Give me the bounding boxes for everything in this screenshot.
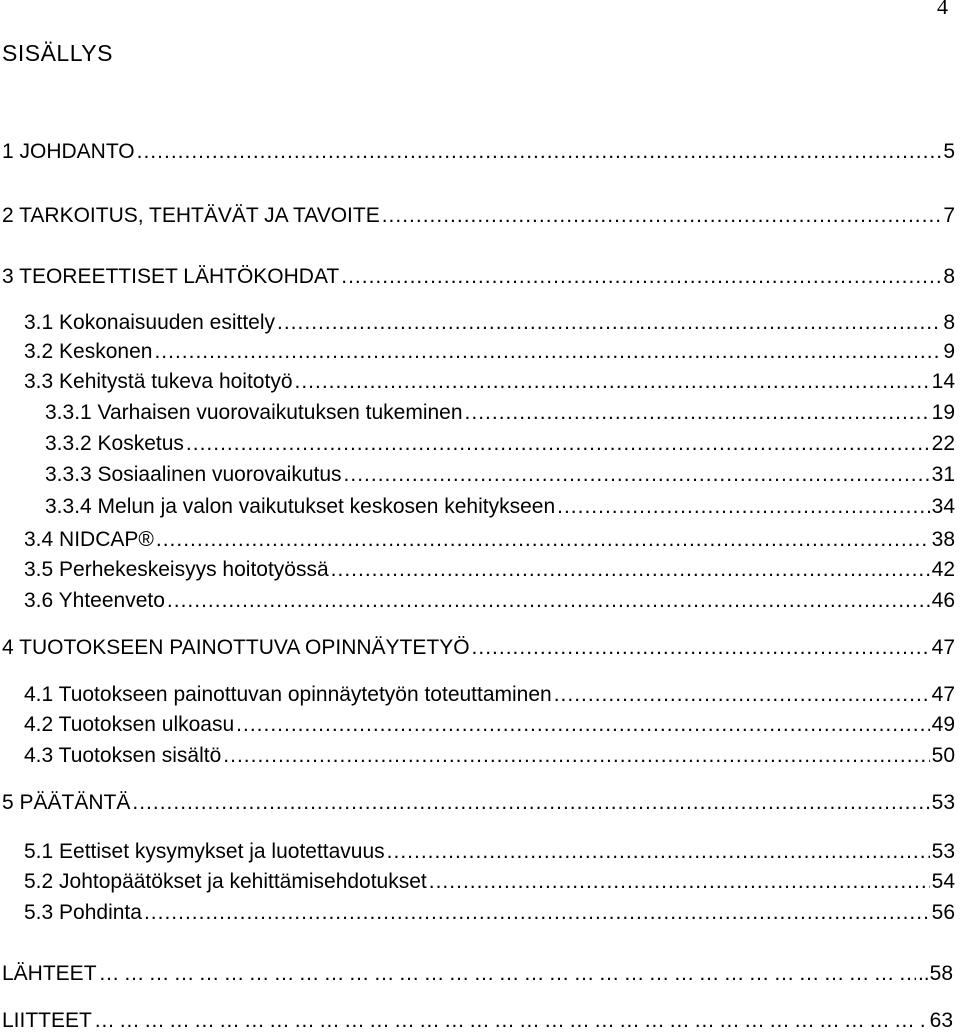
toc-entry[interactable] (24, 900, 955, 926)
toc-entry-label: 4.1 Tuotokseen painottuvan opinnäytetyön toteuttaminen (24, 683, 552, 706)
toc-entry-label: 3.3.4 Melun ja valon vaikutukset keskosen kehitykseen (45, 495, 556, 518)
dot-leader (341, 264, 941, 290)
toc-entry[interactable] (45, 431, 955, 457)
toc-entry-page: 50 (931, 744, 955, 767)
dot-leader (295, 369, 930, 395)
toc-entry-label: 3.5 Perhekeskeisyys hoitotyössä (24, 558, 329, 581)
toc-entry-page: 53 (931, 791, 955, 814)
toc-entry-label: 3.2 Keskonen (24, 340, 153, 363)
toc-entry-page: 56 (931, 901, 955, 924)
toc-entry[interactable] (45, 400, 955, 426)
toc-entry-label: 3.3 Kehitystä tukeva hoitotyö (24, 370, 293, 393)
toc-entry-page: 8 (943, 265, 955, 288)
toc-entry[interactable] (24, 310, 955, 336)
toc-entry-label: 3.1 Kokonaisuuden esittely (24, 311, 276, 334)
toc-entry[interactable] (2, 1008, 953, 1034)
dot-leader (167, 588, 930, 614)
toc-entry-page: 54 (931, 870, 955, 893)
page-number: 4 (937, 0, 948, 19)
dot-leader (382, 203, 942, 229)
dot-leader (236, 712, 929, 738)
dot-leader (557, 494, 930, 520)
dot-leader (132, 790, 929, 816)
ellipsis-leader (94, 1008, 928, 1034)
toc-entry-page: 53 (931, 840, 955, 863)
toc-entry-page: 47 (931, 683, 955, 706)
toc-entry-label: 3.6 Yhteenveto (24, 589, 165, 612)
toc-entry-label: 4.2 Tuotoksen ulkoasu (24, 713, 235, 736)
toc-entry[interactable] (24, 588, 955, 614)
toc-entry[interactable] (2, 203, 955, 229)
dot-leader (465, 400, 930, 426)
dot-leader (472, 635, 930, 661)
ellipsis-leader (99, 961, 916, 987)
dot-leader (154, 339, 941, 365)
toc-entry-page: 34 (931, 495, 955, 518)
toc-entry[interactable] (45, 462, 955, 488)
toc-entry-page: 14 (931, 370, 955, 393)
toc-entry-page: 47 (931, 636, 955, 659)
toc-entry[interactable] (24, 557, 955, 583)
dot-leader (429, 869, 930, 895)
toc-entry-page: 19 (931, 401, 955, 424)
page-title: SISÄLLYS (2, 40, 113, 66)
toc-entry-label: 2 TARKOITUS, TEHTÄVÄT JA TAVOITE (2, 204, 380, 227)
toc-entry-label: 3.3.1 Varhaisen vuorovaikutuksen tukeminen (45, 401, 463, 424)
toc-entry-label: 4.3 Tuotoksen sisältö (24, 744, 222, 767)
toc-entry-label: 5 PÄÄTÄNTÄ (2, 791, 131, 814)
toc-entry[interactable] (2, 139, 955, 165)
toc-entry[interactable] (45, 494, 955, 520)
toc-entry-page: 46 (931, 589, 955, 612)
dot-leader (277, 310, 941, 336)
toc-entry-page: 49 (931, 713, 955, 736)
toc-entry[interactable] (24, 869, 955, 895)
toc-entry-page: 63 (929, 1009, 953, 1032)
toc-entry[interactable] (24, 369, 955, 395)
dot-leader (344, 462, 930, 488)
toc-entry[interactable] (24, 712, 955, 738)
toc-entry-page: 42 (931, 558, 955, 581)
toc-entry[interactable] (24, 839, 955, 865)
toc-entry-page: 38 (931, 528, 955, 551)
toc-entry-page: 5 (943, 140, 955, 163)
dot-leader (144, 900, 930, 926)
toc-entry-label: 5.3 Pohdinta (24, 901, 142, 924)
toc-entry-label: 3.4 NIDCAP® (24, 528, 154, 551)
toc-entry[interactable] (2, 790, 955, 816)
dot-leader (156, 527, 930, 553)
toc-entry-page: 7 (943, 204, 955, 227)
dot-leader (331, 557, 930, 583)
toc-entry-page: 31 (931, 463, 955, 486)
toc-entry-label: 3.3.2 Kosketus (45, 432, 184, 455)
toc-entry[interactable] (2, 961, 953, 987)
dot-leader (186, 431, 930, 457)
dot-leader (387, 839, 930, 865)
toc-entry[interactable] (24, 527, 955, 553)
toc-entry-label: LÄHTEET (2, 962, 97, 985)
dot-leader (554, 682, 930, 708)
toc-entry[interactable] (24, 339, 955, 365)
dot-leader (137, 139, 942, 165)
toc-entry[interactable] (2, 635, 955, 661)
toc-entry-label: LIITTEET (2, 1009, 92, 1032)
toc-entry-label: 3.3.3 Sosiaalinen vuorovaikutus (45, 463, 342, 486)
toc-entry-label: 1 JOHDANTO (2, 140, 135, 163)
toc-entry-page: 8 (943, 311, 955, 334)
toc-entry-label: 5.2 Johtopäätökset ja kehittämisehdotukset (24, 870, 427, 893)
dot-leader (223, 743, 929, 769)
toc-entry-page: ..58 (917, 962, 953, 985)
toc-entry-label: 4 TUOTOKSEEN PAINOTTUVA OPINNÄYTETYÖ (2, 636, 470, 659)
toc-entry-label: 5.1 Eettiset kysymykset ja luotettavuus (24, 840, 385, 863)
toc-entry[interactable] (24, 682, 955, 708)
toc-entry-page: 9 (943, 340, 955, 363)
toc-entry[interactable] (2, 264, 955, 290)
toc-entry-label: 3 TEOREETTISET LÄHTÖKOHDAT (2, 265, 340, 288)
toc-entry-page: 22 (931, 432, 955, 455)
toc-entry[interactable] (24, 743, 955, 769)
